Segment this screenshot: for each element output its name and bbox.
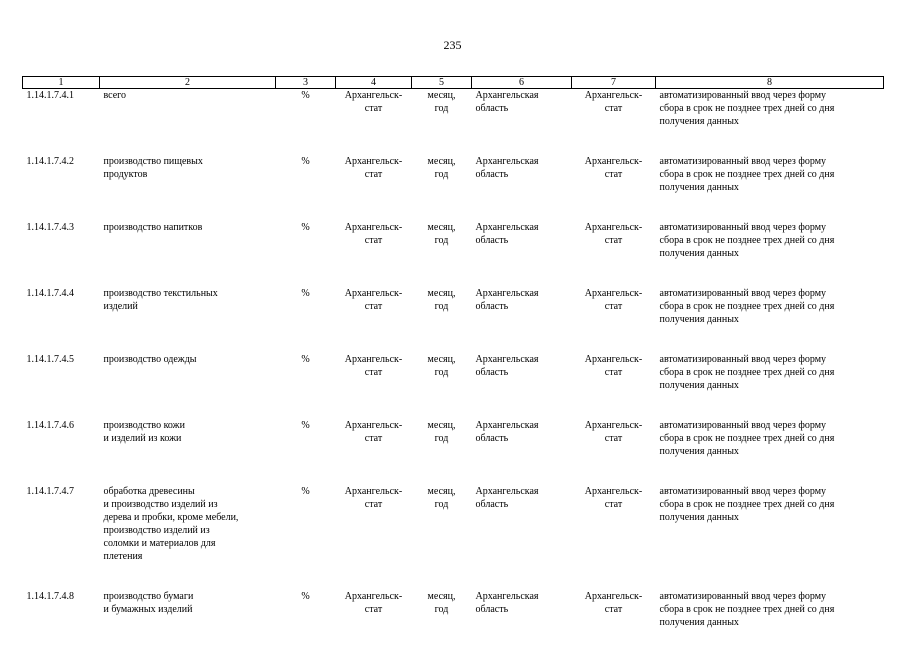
data-source-cell [336, 590, 412, 656]
indicator-name-line: производство напитков [104, 221, 272, 234]
data-source-line: стат [340, 432, 408, 445]
indicator-name-cell [100, 419, 276, 485]
input-method-line: получения данных [660, 511, 880, 524]
data-provider-line: Архангельск- [576, 221, 652, 234]
periodicity-line: месяц, [416, 221, 468, 234]
data-source-line: Архангельск- [340, 419, 408, 432]
table-row [23, 353, 884, 419]
territorial-level-line: Архангельская [476, 221, 568, 234]
data-provider-line: стат [576, 366, 652, 379]
indicator-name-line: дерева и пробки, кроме мебели, [104, 511, 272, 524]
column-header: 7 [572, 77, 656, 89]
table-row [23, 221, 884, 287]
indicator-name-cell [100, 89, 276, 156]
input-method-cell [656, 155, 884, 221]
table-row [23, 287, 884, 353]
territorial-level-line: Архангельская [476, 485, 568, 498]
column-header: 6 [472, 77, 572, 89]
input-method-line: автоматизированный ввод через форму [660, 419, 880, 432]
indicator-name-line: обработка древесины [104, 485, 272, 498]
periodicity-line: год [416, 102, 468, 115]
table-row [23, 485, 884, 590]
data-provider-line: стат [576, 432, 652, 445]
column-header: 5 [412, 77, 472, 89]
column-header: 4 [336, 77, 412, 89]
indicator-code-cell: 1.14.1.7.4.6 [23, 419, 100, 485]
indicator-code-cell: 1.14.1.7.4.8 [23, 590, 100, 656]
territorial-level-line: область [476, 366, 568, 379]
indicator-name-cell [100, 287, 276, 353]
input-method-line: автоматизированный ввод через форму [660, 353, 880, 366]
unit-of-measure-cell: % [276, 353, 336, 419]
column-header: 2 [100, 77, 276, 89]
data-provider-cell [572, 419, 656, 485]
territorial-level-line: область [476, 234, 568, 247]
input-method-line: получения данных [660, 181, 880, 194]
periodicity-line: месяц, [416, 419, 468, 432]
input-method-line: сбора в срок не позднее трех дней со дня [660, 366, 880, 379]
data-source-line: Архангельск- [340, 89, 408, 102]
input-method-line: автоматизированный ввод через форму [660, 221, 880, 234]
territorial-level-cell [472, 353, 572, 419]
input-method-line: получения данных [660, 247, 880, 260]
input-method-cell [656, 89, 884, 156]
periodicity-line: месяц, [416, 353, 468, 366]
input-method-line: получения данных [660, 616, 880, 629]
periodicity-cell [412, 287, 472, 353]
indicator-name-cell [100, 221, 276, 287]
data-source-line: стат [340, 102, 408, 115]
indicator-name-line: и производство изделий из [104, 498, 272, 511]
data-source-line: стат [340, 603, 408, 616]
indicator-name-line: производство пищевых [104, 155, 272, 168]
input-method-cell [656, 419, 884, 485]
territorial-level-line: область [476, 102, 568, 115]
input-method-cell [656, 221, 884, 287]
periodicity-line: месяц, [416, 155, 468, 168]
data-source-cell [336, 419, 412, 485]
periodicity-line: год [416, 432, 468, 445]
indicator-name-line: продуктов [104, 168, 272, 181]
indicator-table [22, 76, 884, 656]
unit-of-measure-cell: % [276, 89, 336, 156]
data-source-cell [336, 155, 412, 221]
territorial-level-cell [472, 590, 572, 656]
data-source-line: Архангельск- [340, 485, 408, 498]
territorial-level-cell [472, 155, 572, 221]
territorial-level-cell [472, 485, 572, 590]
indicator-name-line: производство изделий из [104, 524, 272, 537]
input-method-line: автоматизированный ввод через форму [660, 155, 880, 168]
table-row [23, 155, 884, 221]
periodicity-cell [412, 485, 472, 590]
data-provider-cell [572, 155, 656, 221]
data-provider-line: Архангельск- [576, 353, 652, 366]
data-provider-line: Архангельск- [576, 287, 652, 300]
indicator-name-line: плетения [104, 550, 272, 563]
input-method-line: получения данных [660, 445, 880, 458]
periodicity-line: год [416, 603, 468, 616]
input-method-line: сбора в срок не позднее трех дней со дня [660, 498, 880, 511]
territorial-level-line: область [476, 498, 568, 511]
data-provider-line: стат [576, 603, 652, 616]
territorial-level-cell [472, 419, 572, 485]
territorial-level-line: Архангельская [476, 287, 568, 300]
territorial-level-cell [472, 89, 572, 156]
data-provider-line: Архангельск- [576, 419, 652, 432]
input-method-line: автоматизированный ввод через форму [660, 590, 880, 603]
data-provider-cell [572, 287, 656, 353]
unit-of-measure-cell: % [276, 485, 336, 590]
data-source-line: стат [340, 168, 408, 181]
input-method-line: сбора в срок не позднее трех дней со дня [660, 300, 880, 313]
indicator-name-line: соломки и материалов для [104, 537, 272, 550]
indicator-name-cell [100, 353, 276, 419]
indicator-code-cell: 1.14.1.7.4.7 [23, 485, 100, 590]
periodicity-line: год [416, 234, 468, 247]
input-method-line: сбора в срок не позднее трех дней со дня [660, 432, 880, 445]
territorial-level-line: область [476, 432, 568, 445]
territorial-level-line: область [476, 168, 568, 181]
indicator-name-line: производство текстильных [104, 287, 272, 300]
input-method-line: сбора в срок не позднее трех дней со дня [660, 168, 880, 181]
data-source-line: стат [340, 300, 408, 313]
indicator-name-line: производство бумаги [104, 590, 272, 603]
data-source-cell [336, 89, 412, 156]
input-method-line: автоматизированный ввод через форму [660, 89, 880, 102]
data-source-line: Архангельск- [340, 287, 408, 300]
indicator-code-cell: 1.14.1.7.4.5 [23, 353, 100, 419]
indicator-name-cell [100, 590, 276, 656]
column-number-row [23, 77, 884, 89]
periodicity-line: месяц, [416, 485, 468, 498]
indicator-name-line: производство одежды [104, 353, 272, 366]
data-provider-line: Архангельск- [576, 485, 652, 498]
input-method-line: сбора в срок не позднее трех дней со дня [660, 603, 880, 616]
territorial-level-line: область [476, 603, 568, 616]
page-number: 235 [0, 38, 905, 53]
territorial-level-line: Архангельская [476, 155, 568, 168]
data-source-line: Архангельск- [340, 221, 408, 234]
table-body [23, 89, 884, 656]
periodicity-cell [412, 419, 472, 485]
input-method-line: получения данных [660, 115, 880, 128]
territorial-level-cell [472, 221, 572, 287]
data-source-cell [336, 221, 412, 287]
periodicity-cell [412, 590, 472, 656]
territorial-level-cell [472, 287, 572, 353]
input-method-line: сбора в срок не позднее трех дней со дня [660, 102, 880, 115]
periodicity-cell [412, 155, 472, 221]
data-provider-cell [572, 353, 656, 419]
input-method-cell [656, 353, 884, 419]
input-method-line: сбора в срок не позднее трех дней со дня [660, 234, 880, 247]
data-provider-line: Архангельск- [576, 89, 652, 102]
periodicity-line: месяц, [416, 590, 468, 603]
column-header: 8 [656, 77, 884, 89]
indicator-code-cell: 1.14.1.7.4.1 [23, 89, 100, 156]
table-row [23, 590, 884, 656]
data-provider-line: стат [576, 234, 652, 247]
data-source-line: стат [340, 234, 408, 247]
territorial-level-line: Архангельская [476, 353, 568, 366]
data-source-line: стат [340, 366, 408, 379]
indicator-code-cell: 1.14.1.7.4.4 [23, 287, 100, 353]
column-header: 3 [276, 77, 336, 89]
periodicity-line: месяц, [416, 287, 468, 300]
input-method-line: автоматизированный ввод через форму [660, 485, 880, 498]
input-method-line: автоматизированный ввод через форму [660, 287, 880, 300]
periodicity-line: месяц, [416, 89, 468, 102]
data-source-line: стат [340, 498, 408, 511]
territorial-level-line: Архангельская [476, 590, 568, 603]
column-header: 1 [23, 77, 100, 89]
indicator-name-cell [100, 485, 276, 590]
periodicity-line: год [416, 300, 468, 313]
indicator-code-cell: 1.14.1.7.4.2 [23, 155, 100, 221]
unit-of-measure-cell: % [276, 590, 336, 656]
periodicity-cell [412, 89, 472, 156]
data-provider-cell [572, 590, 656, 656]
indicator-name-line: всего [104, 89, 272, 102]
data-provider-cell [572, 221, 656, 287]
input-method-cell [656, 287, 884, 353]
indicator-name-line: производство кожи [104, 419, 272, 432]
data-provider-cell [572, 89, 656, 156]
data-provider-line: Архангельск- [576, 590, 652, 603]
data-source-line: Архангельск- [340, 353, 408, 366]
data-provider-line: стат [576, 300, 652, 313]
data-source-cell [336, 353, 412, 419]
indicator-code-cell: 1.14.1.7.4.3 [23, 221, 100, 287]
data-provider-cell [572, 485, 656, 590]
data-provider-line: стат [576, 168, 652, 181]
data-source-cell [336, 485, 412, 590]
data-source-cell [336, 287, 412, 353]
territorial-level-line: Архангельская [476, 419, 568, 432]
input-method-line: получения данных [660, 313, 880, 326]
table-row [23, 89, 884, 156]
table-row [23, 419, 884, 485]
periodicity-cell [412, 221, 472, 287]
unit-of-measure-cell: % [276, 155, 336, 221]
data-source-line: Архангельск- [340, 590, 408, 603]
territorial-level-line: Архангельская [476, 89, 568, 102]
indicator-name-line: и изделий из кожи [104, 432, 272, 445]
data-provider-line: стат [576, 498, 652, 511]
data-provider-line: Архангельск- [576, 155, 652, 168]
periodicity-line: год [416, 498, 468, 511]
periodicity-line: год [416, 366, 468, 379]
data-provider-line: стат [576, 102, 652, 115]
indicator-name-line: изделий [104, 300, 272, 313]
input-method-cell [656, 485, 884, 590]
data-source-line: Архангельск- [340, 155, 408, 168]
unit-of-measure-cell: % [276, 221, 336, 287]
unit-of-measure-cell: % [276, 287, 336, 353]
input-method-cell [656, 590, 884, 656]
indicator-name-cell [100, 155, 276, 221]
unit-of-measure-cell: % [276, 419, 336, 485]
indicator-name-line: и бумажных изделий [104, 603, 272, 616]
periodicity-line: год [416, 168, 468, 181]
periodicity-cell [412, 353, 472, 419]
territorial-level-line: область [476, 300, 568, 313]
input-method-line: получения данных [660, 379, 880, 392]
